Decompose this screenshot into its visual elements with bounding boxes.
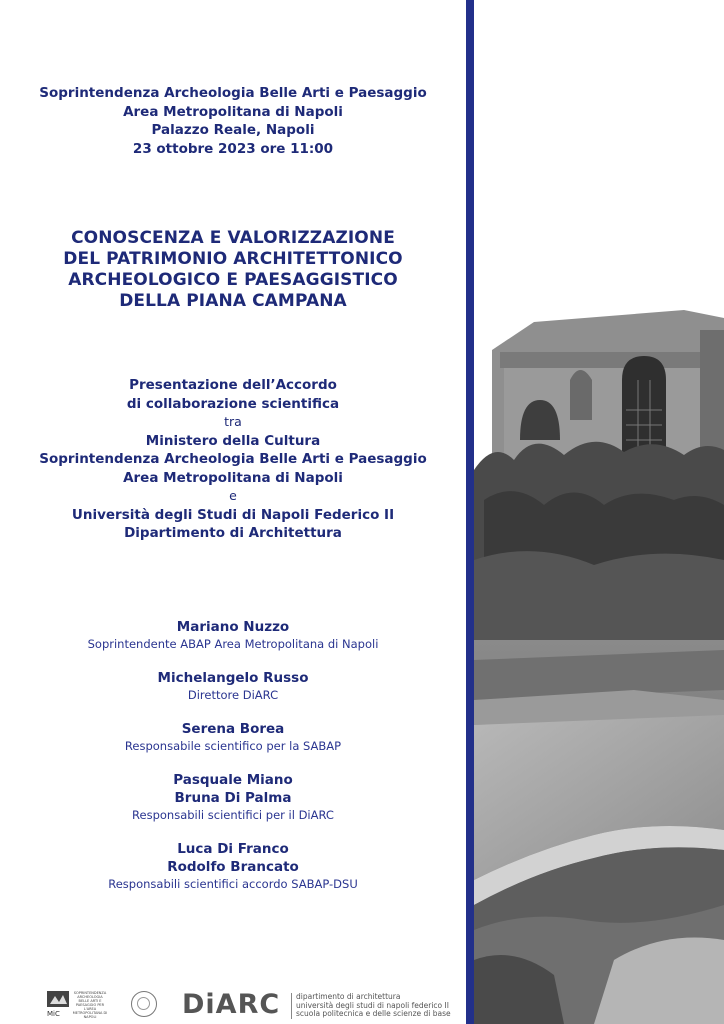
party-line: Università degli Studi di Napoli Federico II bbox=[71, 506, 395, 523]
conjunction: tra bbox=[224, 414, 242, 429]
party-line: Ministero della Cultura bbox=[145, 432, 321, 449]
title-line: DEL PATRIMONIO ARCHITETTONICO bbox=[63, 249, 403, 269]
speaker-name: Rodolfo Brancato bbox=[167, 859, 299, 875]
speaker-role: Responsabili scientifici accordo SABAP-DSU bbox=[108, 877, 358, 891]
ruins-photo bbox=[474, 0, 724, 1024]
dept-line: università degli studi di napoli federico II bbox=[296, 1000, 449, 1010]
agreement-line: di collaborazione scientifica bbox=[126, 395, 340, 412]
speaker-entry bbox=[0, 840, 466, 892]
speaker-role: Direttore DiARC bbox=[187, 688, 279, 702]
conjunction: e bbox=[229, 488, 237, 503]
agreement-block bbox=[0, 376, 466, 543]
logo-strip bbox=[44, 988, 464, 1022]
speaker-entry bbox=[0, 771, 466, 823]
speaker-name: Pasquale Miano bbox=[173, 772, 293, 788]
speaker-name: Michelangelo Russo bbox=[157, 670, 309, 686]
dept-line: dipartimento di architettura bbox=[296, 992, 401, 1001]
party-line: Dipartimento di Architettura bbox=[124, 525, 342, 541]
venue-line: Soprintendenza Archeologia Belle Arti e Paesaggio bbox=[39, 85, 427, 101]
ruins-photo-graphic bbox=[474, 0, 724, 1024]
speaker-entry bbox=[0, 618, 466, 652]
speakers-list bbox=[0, 618, 466, 909]
event-date: 23 ottobre 2023 ore 11:00 bbox=[132, 140, 334, 157]
party-line: Soprintendenza Archeologia Belle Arti e Paesaggio bbox=[39, 451, 427, 467]
speaker-name: Mariano Nuzzo bbox=[176, 619, 290, 635]
speaker-role: Responsabile scientifico per la SABAP bbox=[124, 739, 342, 753]
speaker-name: Serena Borea bbox=[181, 721, 285, 737]
venue-line: Palazzo Reale, Napoli bbox=[151, 122, 315, 138]
title-line: CONOSCENZA E VALORIZZAZIONE bbox=[71, 228, 395, 248]
venue-line: Area Metropolitana di Napoli bbox=[123, 103, 343, 120]
mic-logo-text: SOPRINTENDENZA ARCHEOLOGIA BELLE ARTI E PAESAGGIO PER L'AREA METROPOLITANA DI NAPOLI bbox=[72, 991, 108, 1019]
speaker-role: Soprintendente ABAP Area Metropolitana di Napoli bbox=[87, 637, 379, 651]
speaker-role: Responsabili scientifici per il DiARC bbox=[132, 808, 334, 822]
diarc-logo: DiARC bbox=[182, 989, 281, 1020]
title-line: ARCHEOLOGICO E PAESAGGISTICO bbox=[68, 270, 398, 290]
venue-block bbox=[0, 84, 466, 158]
svg-text:MiC: MiC bbox=[47, 1010, 60, 1018]
event-title bbox=[0, 228, 466, 312]
accent-bar bbox=[466, 0, 474, 1024]
speaker-entry bbox=[0, 669, 466, 703]
party-line: Area Metropolitana di Napoli bbox=[123, 469, 343, 486]
speaker-entry bbox=[0, 720, 466, 754]
university-seal-icon bbox=[131, 991, 157, 1017]
speaker-name: Bruna Di Palma bbox=[174, 790, 292, 806]
mic-logo-icon bbox=[46, 990, 70, 1018]
department-caption bbox=[291, 993, 451, 1019]
title-line: DELLA PIANA CAMPANA bbox=[119, 291, 347, 311]
agreement-line: Presentazione dell’Accordo bbox=[129, 377, 337, 393]
speaker-name: Luca Di Franco bbox=[177, 841, 289, 857]
dept-line: scuola politecnica e delle scienze di base bbox=[296, 1009, 451, 1018]
